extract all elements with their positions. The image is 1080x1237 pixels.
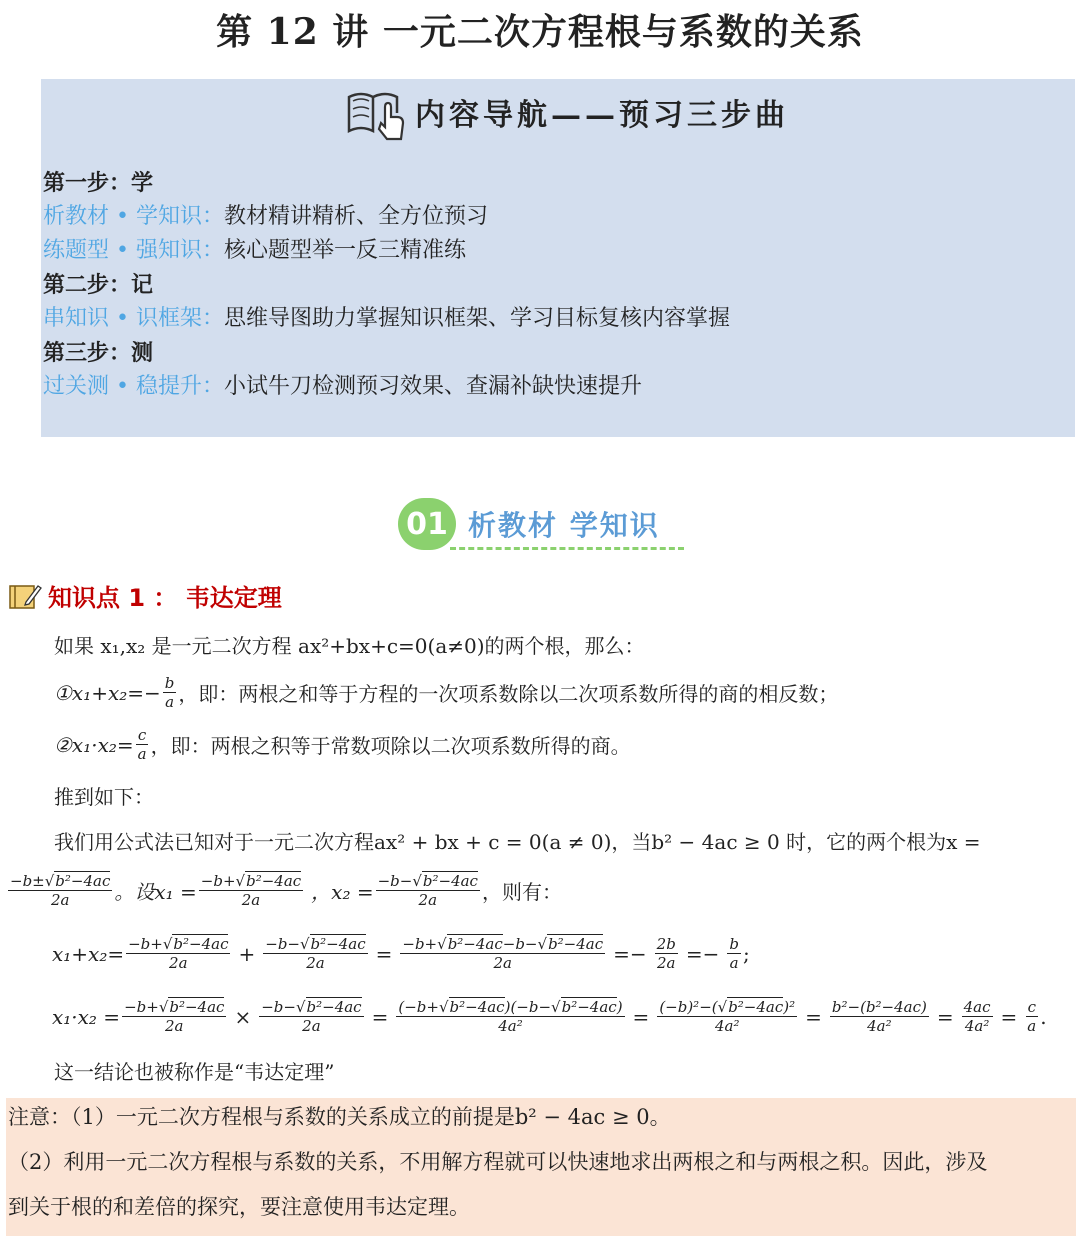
section-header: [398, 498, 660, 550]
note-line-3: 到关于根的和差倍的探究，要注意使用韦达定理。: [8, 1195, 470, 1219]
vieta-item-2: [54, 726, 631, 763]
sum-derivation: x₁+x₂= $\frac{\text{−b+√b²−4ac}}{2a}$ + $\frac{\text{−b−√b²−4ac}}{2a}$ = $\frac{\text{−b+√b²−4ac−b−√b²−4ac}}{2a}$ =− $\frac{2b}{2a}$ =− $\frac{b}{a}$ ;: [52, 935, 750, 972]
product-derivation: x₁·x₂ = $\frac{\text{−b+√b²−4ac}}{2a}$ × $\frac{\text{−b−√b²−4ac}}{2a}$ = $\frac{\text{(−b+√b²−4ac)(−b−√b²−4ac)}}{\text{4a²}}$ = $\frac{\text{(−b)²−(√b²−4ac)²}}{\text{4a²}}$ = $\frac{\text{b²−(b²−4ac)}}{\text{4a²}}$ = $\frac{4ac}{\text{4a²}}$ = $\frac{c}{a}$ .: [52, 998, 1047, 1035]
then-text: ，则有：: [481, 880, 562, 904]
nav-row-3-text: 思维导图助力掌握知识框架、学习目标复核内容掌握: [223, 306, 730, 331]
step-two: 第二步：记: [43, 272, 154, 298]
set-text: 。设x₁ =: [114, 880, 197, 904]
nav-row-4-text: 小试牛刀检测预习效果、查漏补缺快速提升: [223, 374, 642, 399]
root-x1: $\frac{\text{−b+√b²−4ac}}{2a}$: [200, 872, 302, 909]
nav-row-1-text: 教材精讲精析、全方位预习: [223, 204, 488, 229]
vieta-item-1: [54, 674, 838, 711]
content-nav-title: 内容导航——预习三步曲: [415, 98, 789, 133]
nav-row-1: [43, 200, 488, 234]
item2-text: ，即：两根之积等于常数项除以二次项系数所得的商。: [150, 734, 631, 758]
quadratic-formula-text: 我们用公式法已知对于一元二次方程ax² + bx + c = 0(a ≠ 0)，当b² − 4ac ≥ 0 时，它的两个根为x =: [54, 830, 981, 854]
derive-heading: 推到如下：: [54, 785, 154, 809]
knowledge-point-label: 知识点 1 ： 韦达定理: [48, 584, 282, 612]
nav-row-3: [43, 302, 730, 336]
nav-row-3-label: 串知识 • 识框架：: [43, 306, 224, 331]
fraction-c-over-a: $\frac{c}{a}$: [137, 726, 147, 763]
section-badge: 01: [398, 498, 456, 550]
page-title: 第 12 讲 一元二次方程根与系数的关系: [216, 11, 864, 53]
vieta-intro: 如果 x₁,x₂ 是一元二次方程 ax²+bx+c=0(a≠0)的两个根，那么：: [54, 634, 645, 658]
nav-row-2: [43, 234, 466, 268]
root-formula: $\frac{\text{−b±√b²−4ac}}{2a}$: [10, 872, 111, 909]
note-line-2: （2）利用一元二次方程根与系数的关系，不用解方程就可以快速地求出两根之和与两根之积。因此，涉及: [8, 1150, 988, 1174]
note-line-1: 注意：（1）一元二次方程根与系数的关系成立的前提是b² − 4ac ≥ 0。: [8, 1105, 671, 1129]
section-underline: [450, 547, 684, 550]
section-title: 析教材 学知识: [468, 509, 660, 542]
content-nav-heading: [345, 82, 789, 142]
step-three: 第三步：测: [43, 340, 154, 366]
nav-row-4-label: 过关测 • 稳提升：: [43, 374, 224, 399]
vieta-conclusion: 这一结论也被称作是“韦达定理”: [54, 1060, 335, 1084]
nav-row-1-label: 析教材 • 学知识：: [43, 204, 224, 229]
nav-row-2-label: 练题型 • 强知识：: [43, 238, 224, 263]
book-hand-icon: [345, 83, 407, 141]
fraction-b-over-a: $\frac{b}{a}$: [164, 674, 175, 711]
root-x2: $\frac{\text{−b−√b²−4ac}}{2a}$: [377, 872, 478, 909]
notebook-pencil-icon: [8, 582, 42, 610]
item1-formula: ①x₁+x₂=−: [54, 680, 161, 705]
item1-text: ，即：两根之和等于方程的一次项系数除以二次项系数所得的商的相反数；: [178, 682, 839, 706]
nav-row-2-text: 核心题型举一反三精准练: [223, 238, 466, 263]
roots-definition: $\frac{\text{−b±√b²−4ac}}{2a}$ 。设x₁ = $\frac{\text{−b+√b²−4ac}}{2a}$ ，x₂ = $\frac{\text{−b−√b²−4ac}}{2a}$ ，则有：: [10, 872, 562, 909]
item2-formula: ②x₁·x₂=: [54, 732, 134, 757]
knowledge-point-header: [8, 578, 282, 613]
nav-row-4: [43, 370, 642, 404]
step-one: 第一步：学: [43, 170, 154, 196]
